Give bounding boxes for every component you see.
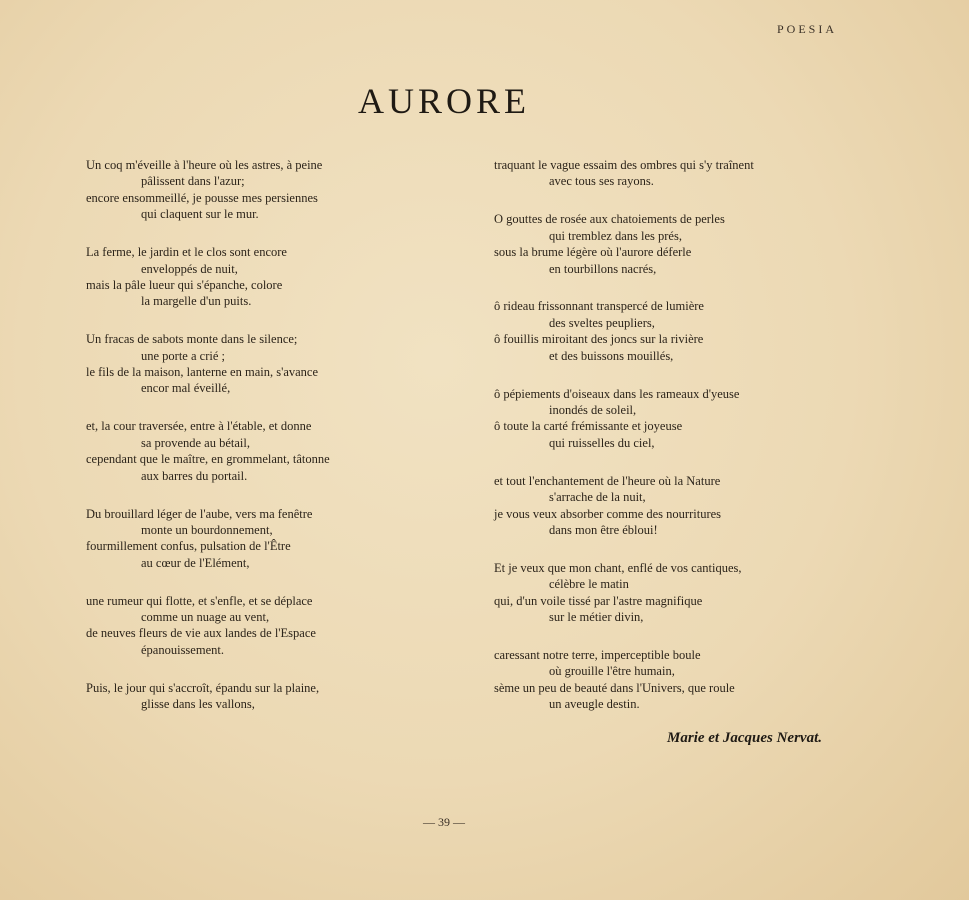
- verse-line: Du brouillard léger de l'aube, vers ma fenêtre: [86, 506, 313, 521]
- verse-line: inondés de soleil,: [549, 402, 637, 417]
- verse-line: avec tous ses rayons.: [549, 174, 654, 189]
- verse-line: sa provende au bétail,: [141, 435, 250, 450]
- stanza: [86, 244, 386, 310]
- verse-line: une porte a crié ;: [141, 348, 225, 363]
- verse-line: Un coq m'éveille à l'heure où les astres, à peine: [86, 158, 323, 172]
- verse-line: où grouille l'être humain,: [549, 664, 675, 679]
- verse-line: de neuves fleurs de vie aux landes de l'Espace: [86, 626, 316, 641]
- verse-line: une rumeur qui flotte, et s'enfle, et se déplace: [86, 593, 313, 608]
- verse-line: un aveugle destin.: [549, 697, 640, 712]
- verse-line: cependant que le maître, en grommelant, tâtonne: [86, 452, 330, 467]
- stanza: [494, 560, 814, 626]
- verse-line: épanouissement.: [141, 642, 224, 657]
- verse-line: caressant notre terre, imperceptible boule: [494, 647, 701, 662]
- verse-line: encor mal éveillé,: [141, 381, 231, 396]
- verse-line: et des buissons mouillés,: [549, 348, 674, 363]
- verse-line: sème un peu de beauté dans l'Univers, que roule: [494, 680, 735, 695]
- verse-line: glisse dans les vallons,: [141, 697, 255, 712]
- stanza: [86, 157, 386, 223]
- verse-line: ô pépiements d'oiseaux dans les rameaux d'yeuse: [494, 386, 740, 401]
- verse-line: et tout l'enchantement de l'heure où la Nature: [494, 473, 721, 488]
- stanza: [494, 298, 814, 364]
- verse-line: pâlissent dans l'azur;: [141, 174, 245, 189]
- author-signature: Marie et Jacques Nervat.: [667, 730, 822, 746]
- stanza: [494, 473, 814, 539]
- poem-title: AURORE: [357, 81, 530, 121]
- stanza: [86, 680, 386, 713]
- verse-line: qui claquent sur le mur.: [141, 207, 259, 222]
- verse-line: O gouttes de rosée aux chatoiements de perles: [494, 212, 725, 227]
- verse-line: sur le métier divin,: [549, 610, 644, 625]
- verse-line: La ferme, le jardin et le clos sont encore: [86, 245, 287, 260]
- verse-line: le fils de la maison, lanterne en main, s'avance: [86, 365, 319, 380]
- section-header: POESIA: [776, 22, 837, 36]
- verse-line: et, la cour traversée, entre à l'étable, et donne: [86, 419, 312, 434]
- verse-line: dans mon être ébloui!: [549, 522, 658, 537]
- verse-line: enveloppés de nuit,: [141, 261, 238, 276]
- verse-line: ô rideau frissonnant transpercé de lumière: [494, 299, 704, 314]
- verse-line: monte un bourdonnement,: [141, 522, 273, 537]
- verse-line: au cœur de l'Elément,: [141, 555, 250, 570]
- verse-line: comme un nuage au vent,: [141, 610, 270, 625]
- verse-line: qui tremblez dans les prés,: [549, 228, 682, 243]
- verse-line: ô fouillis miroitant des joncs sur la rivière: [494, 332, 704, 347]
- verse-line: Et je veux que mon chant, enflé de vos cantiques,: [494, 560, 742, 575]
- verse-line: je vous veux absorber comme des nourritures: [494, 506, 722, 521]
- stanza: [494, 157, 814, 190]
- verse-line: la margelle d'un puits.: [141, 294, 252, 309]
- verse-line: encore ensommeillé, je pousse mes persiennes: [86, 190, 318, 205]
- poem-left-column: [86, 157, 386, 734]
- verse-line: des sveltes peupliers,: [549, 315, 655, 330]
- poem-right-column: [494, 157, 814, 734]
- stanza: [86, 593, 386, 659]
- verse-line: s'arrache de la nuit,: [549, 490, 646, 505]
- stanza: [494, 386, 814, 452]
- page-number: — 39 —: [423, 815, 465, 829]
- verse-line: mais la pâle lueur qui s'épanche, colore: [86, 277, 283, 292]
- verse-line: célèbre le matin: [549, 577, 629, 592]
- stanza: [494, 211, 814, 277]
- stanza: [86, 331, 386, 397]
- verse-line: ô toute la carté frémissante et joyeuse: [494, 419, 683, 434]
- stanza: [494, 647, 814, 713]
- verse-line: en tourbillons nacrés,: [549, 261, 657, 276]
- verse-line: qui ruisselles du ciel,: [549, 435, 655, 450]
- verse-line: qui, d'un voile tissé par l'astre magnifique: [494, 593, 703, 608]
- stanza: [86, 506, 386, 572]
- verse-line: Un fracas de sabots monte dans le silence;: [86, 332, 298, 347]
- verse-line: traquant le vague essaim des ombres qui s'y traînent: [494, 158, 754, 172]
- verse-line: aux barres du portail.: [141, 468, 248, 483]
- stanza: [86, 418, 386, 484]
- verse-line: Puis, le jour qui s'accroît, épandu sur la plaine,: [86, 680, 320, 695]
- verse-line: fourmillement confus, pulsation de l'Être: [86, 539, 291, 554]
- verse-line: sous la brume légère où l'aurore déferle: [494, 245, 692, 260]
